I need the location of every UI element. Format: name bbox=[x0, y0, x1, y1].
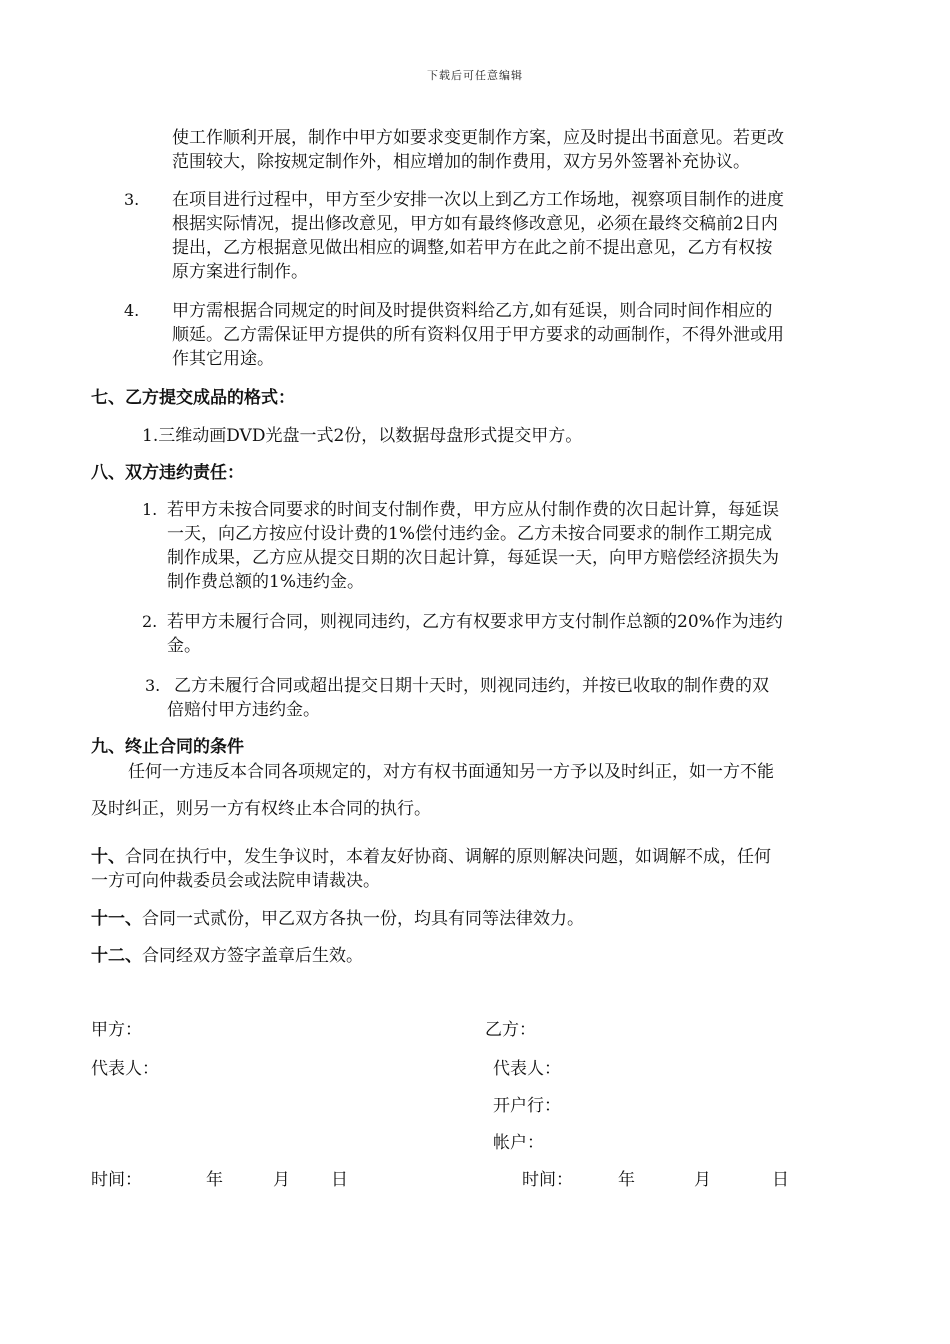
section8-item1-line4: 制作费总额的1%违约金。 bbox=[167, 572, 364, 592]
account-label: 帐户： bbox=[493, 1133, 544, 1153]
section6-item2-line2: 范围较大，除按规定制作外，相应增加的制作费用，双方另外签署补充协议。 bbox=[172, 152, 750, 172]
section8-item3-line1: 乙方未履行合同或超出提交日期十天时，则视同违约，并按已收取的制作费的双 bbox=[174, 676, 769, 696]
section10-label: 十、 bbox=[91, 847, 125, 867]
party-b-label: 乙方： bbox=[485, 1020, 536, 1040]
section6-item3-line4: 原方案进行制作。 bbox=[172, 262, 308, 282]
section6-item4-line2: 顺延。乙方需保证甲方提供的所有资料仅用于甲方要求的动画制作，不得外泄或用 bbox=[172, 325, 784, 345]
section9-line2: 及时纠正，则另一方有权终止本合同的执行。 bbox=[91, 799, 431, 819]
section9-line1: 任何一方违反本合同各项规定的，对方有权书面通知另一方予以及时纠正，如一方不能 bbox=[128, 762, 774, 782]
section8-heading: 八、双方违约责任： bbox=[91, 463, 244, 483]
party-b-year-label: 年 bbox=[618, 1170, 635, 1190]
section8-item2-number: 2. bbox=[142, 612, 158, 631]
section6-item3-line1: 在项目进行过程中，甲方至少安排一次以上到乙方工作场地，视察项目制作的进度 bbox=[172, 190, 784, 210]
section12-line bbox=[91, 944, 363, 968]
party-a-month-label: 月 bbox=[273, 1170, 290, 1190]
section6-item2-line1: 使工作顺利开展，制作中甲方如要求变更制作方案，应及时提出书面意见。若更改 bbox=[172, 128, 784, 148]
section12-label: 十二、 bbox=[91, 946, 142, 966]
section6-item4-line3: 作其它用途。 bbox=[172, 349, 274, 369]
party-a-year-label: 年 bbox=[206, 1170, 223, 1190]
section6-item3-number: 3. bbox=[124, 190, 140, 209]
party-b-month-label: 月 bbox=[694, 1170, 711, 1190]
section8-item3-line2: 倍赔付甲方违约金。 bbox=[167, 700, 320, 720]
bank-label: 开户行： bbox=[493, 1096, 561, 1116]
party-a-time-label: 时间： bbox=[91, 1170, 142, 1190]
section6-item3-line2: 根据实际情况，提出修改意见，甲方如有最终修改意见，必须在最终交稿前2日内 bbox=[172, 214, 778, 234]
section7-item1: 1.三维动画DVD光盘一式2份，以数据母盘形式提交甲方。 bbox=[142, 426, 583, 446]
section8-item3-number: 3. bbox=[145, 676, 161, 695]
section10-text: 合同在执行中，发生争议时，本着友好协商、调解的原则解决问题，如调解不成，任何 bbox=[125, 847, 771, 867]
party-a-day-label: 日 bbox=[331, 1170, 348, 1190]
section6-item3-line3: 提出，乙方根据意见做出相应的调整,如若甲方在此之前不提出意见，乙方有权按 bbox=[172, 238, 773, 258]
section11-label: 十一、 bbox=[91, 909, 142, 929]
section6-item4-number: 4. bbox=[124, 301, 140, 320]
section7-heading: 七、乙方提交成品的格式： bbox=[91, 388, 295, 408]
section11-text: 合同一式贰份，甲乙双方各执一份，均具有同等法律效力。 bbox=[142, 909, 584, 929]
party-b-day-label: 日 bbox=[772, 1170, 789, 1190]
section8-item1-line1: 若甲方未按合同要求的时间支付制作费，甲方应从付制作费的次日起计算，每延误 bbox=[167, 500, 779, 520]
party-b-representative-label: 代表人： bbox=[493, 1059, 561, 1079]
section11-line bbox=[91, 907, 584, 931]
section10-line2: 一方可向仲裁委员会或法院申请裁决。 bbox=[91, 871, 380, 891]
section8-item2-line1: 若甲方未履行合同，则视同违约，乙方有权要求甲方支付制作总额的20%作为违约 bbox=[167, 612, 783, 632]
page-header-note: 下载后可任意编辑 bbox=[427, 69, 523, 82]
party-b-time-label: 时间： bbox=[522, 1170, 573, 1190]
section8-item2-line2: 金。 bbox=[167, 636, 201, 656]
party-a-label: 甲方： bbox=[91, 1020, 142, 1040]
section8-item1-line3: 制作成果，乙方应从提交日期的次日起计算，每延误一天，向甲方赔偿经济损失为 bbox=[167, 548, 779, 568]
section12-text: 合同经双方签字盖章后生效。 bbox=[142, 946, 363, 966]
section10-line1 bbox=[91, 845, 771, 869]
section8-item1-number: 1. bbox=[142, 500, 158, 519]
section9-heading: 九、终止合同的条件 bbox=[91, 737, 244, 757]
party-a-representative-label: 代表人： bbox=[91, 1059, 159, 1079]
section8-item1-line2: 一天，向乙方按应付设计费的1%偿付违约金。乙方未按合同要求的制作工期完成 bbox=[167, 524, 772, 544]
section6-item4-line1: 甲方需根据合同规定的时间及时提供资料给乙方,如有延误，则合同时间作相应的 bbox=[172, 301, 773, 321]
